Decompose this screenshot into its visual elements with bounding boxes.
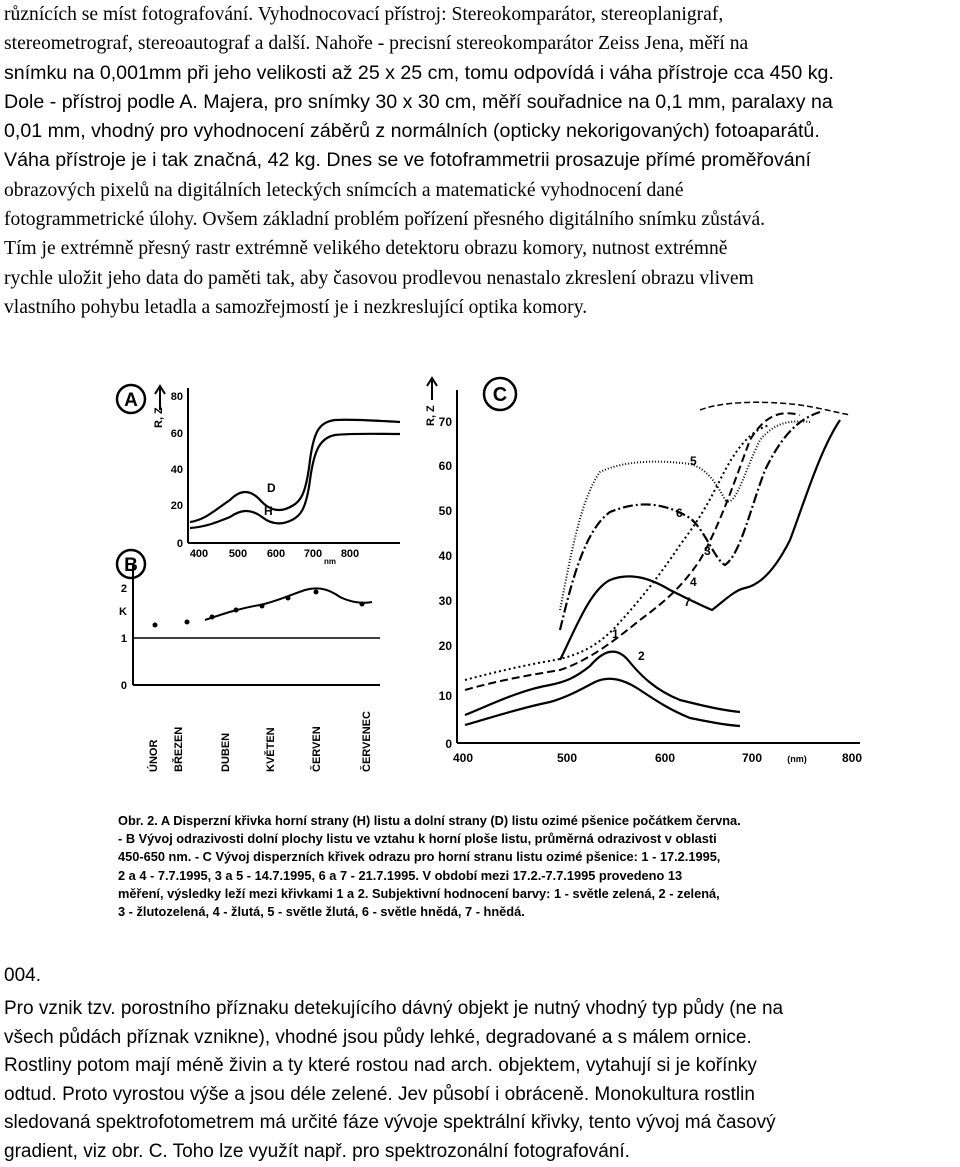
panel-b — [117, 550, 380, 772]
spectral-figure — [0, 360, 960, 810]
panel-b-data-point — [185, 620, 190, 625]
panel-c-letter: C — [492, 384, 508, 406]
panel-c-y-tick: 0 — [445, 737, 452, 751]
panel-b-month: DUBEN — [220, 732, 232, 772]
text-line: odtud. Proto vyrostou výše a jsou déle zelené. Jev působí i obráceně. Monokultura rostlin — [4, 1083, 755, 1105]
text-line: Pro vznik tzv. porostního příznaku detekujícího dávný objekt je nutný vhodný typ půdy (ne na — [4, 998, 784, 1019]
panel-c-y-tick: 70 — [438, 415, 452, 429]
panel-c-curve-label: 2 — [638, 649, 645, 663]
panel-a-y-tick: 60 — [170, 428, 183, 440]
panel-b-y-tick: 2 — [120, 583, 127, 595]
panel-a-x-tick: 700 — [303, 548, 323, 560]
panel-c-curve-4 — [465, 425, 770, 680]
text-line: fotogrammetrické úlohy. Ovšem základní problém pořízení přesného digitálního snímku zůstává. — [4, 209, 766, 231]
text-line: stereometrograf, stereoautograf a další. Nahoře - precisní stereokomparátor Zeiss Jena, měří na — [4, 33, 749, 55]
panel-a-x-unit: nm — [324, 557, 336, 566]
panel-b-month: ÚNOR — [148, 739, 160, 772]
text-line: vlastního pohybu letadla a samozřejmostí je i nezkreslující optika komory. — [4, 296, 588, 318]
panel-c-curve-3 — [465, 413, 800, 690]
caption-line: 3 - žlutozelená, 4 - žlutá, 5 - světle žlutá, 6 - světle hnědá, 7 - hnědá. — [118, 904, 525, 920]
text-line: sledovaná spektrofotometrem má určité fáze vývoje spektrální křivky, tento vývoj má časový — [4, 1112, 776, 1134]
panel-c-y-tick: 10 — [438, 689, 452, 703]
panel-b-month: KVĚTEN — [265, 727, 277, 772]
panel-c — [425, 378, 862, 765]
figure-caption — [118, 812, 878, 921]
paragraph-top — [4, 0, 959, 322]
panel-c-curve-label: 3 — [704, 544, 711, 558]
panel-a-y-tick: 0 — [176, 538, 183, 550]
paragraph-bottom — [4, 995, 959, 1167]
panel-a-letter: A — [124, 390, 138, 411]
panel-c-y-tick: 60 — [438, 459, 452, 473]
panel-a-x-tick: 600 — [266, 548, 286, 560]
text-line: různících se míst fotografování. Vyhodnocovací přístroj: Stereokomparátor, stereoplanigraf, — [4, 4, 724, 25]
text-line: obrazových pixelů na digitálních leteckých snímcích a matematické vyhodnocení dané — [4, 179, 684, 201]
panel-c-curve-label: 5 — [690, 454, 697, 468]
panel-a-y-tick: 40 — [170, 464, 183, 476]
panel-c-curve-label: 4 — [690, 575, 697, 589]
panel-b-y-tick: 0 — [120, 680, 127, 692]
panel-b-axis-label: K — [119, 606, 127, 618]
panel-a-curve-label: D — [267, 481, 276, 495]
panel-c-curve-top — [700, 402, 850, 415]
panel-b-data-point — [314, 590, 319, 595]
panel-a-axis-label: R, Z — [153, 407, 165, 428]
text-line: gradient, viz obr. C. Toho lze využít např. pro spektrozonální fotografování. — [4, 1140, 630, 1162]
panel-b-data-point — [153, 623, 158, 628]
panel-a-curve-d — [190, 420, 400, 522]
panel-c-y-tick: 20 — [438, 639, 452, 653]
panel-c-x-tick: 600 — [654, 751, 676, 765]
panel-a-x-tick: 500 — [228, 548, 248, 560]
panel-c-x-tick: 700 — [741, 751, 763, 765]
panel-a-x-tick: 800 — [340, 548, 360, 560]
panel-c-curve-2 — [465, 679, 740, 726]
panel-b-month: ČERVENEC — [361, 711, 373, 772]
panel-c-x-tick: 400 — [452, 751, 474, 765]
panel-b-month: ČERVEN — [311, 726, 323, 772]
text-line: Váha přístroje je i tak značná, 42 kg. Dnes se ve fotoframmetrii prosazuje přímé proměřování — [4, 149, 811, 172]
panel-c-x-unit: (nm) — [787, 754, 807, 764]
panel-c-curve-7 — [560, 420, 840, 660]
panel-c-y-tick: 50 — [438, 504, 452, 518]
caption-line: Obr. 2. A Disperzní křivka horní strany (H) listu a dolní strany (D) listu ozimé pšenice počátkem června. — [118, 813, 741, 828]
text-line: všech půdách příznak vznikne), vhodné jsou půdy lehké, degradované a s málem ornice. — [4, 1026, 752, 1048]
panel-c-axis-label: R, Z — [425, 405, 437, 426]
panel-b-letter: B — [124, 555, 138, 576]
caption-line: měření, výsledky leží mezi křivkami 1 a 2. Subjektivní hodnocení barvy: 1 - světle zelená, 2 - zelená, — [118, 885, 720, 901]
text-line: Tím je extrémně přesný rastr extrémně velikého detektoru obrazu komory, nutnost extrémně — [4, 238, 728, 260]
text-line: rychle uložit jeho data do paměti tak, aby časovou prodlevou nenastalo zkreslení obrazu vlivem — [4, 267, 754, 289]
caption-line: - B Vývoj odrazivosti dolní plochy listu ve vztahu k horní ploše listu, průměrná odrazivost v oblasti — [118, 831, 717, 847]
panel-c-curve-label: 6 — [676, 506, 683, 520]
panel-a-curve-h — [190, 434, 400, 528]
panel-b-month: BŘEZEN — [173, 726, 185, 772]
panel-b-trend-curve — [205, 588, 372, 620]
panel-c-x-tick: 800 — [841, 751, 863, 765]
panel-c-curve-5 — [560, 421, 810, 610]
panel-a-x-tick: 400 — [189, 548, 209, 560]
panel-a-y-tick: 20 — [170, 500, 183, 512]
panel-c-curve-label: 1 — [612, 627, 619, 641]
caption-line: 2 a 4 - 7.7.1995, 3 a 5 - 14.7.1995, 6 a 7 - 21.7.1995. V období mezi 17.2.-7.7.1995 provedeno 13 — [118, 867, 683, 883]
text-line: Dole - přístroj podle A. Majera, pro snímky 30 x 30 cm, měří souřadnice na 0,1 mm, paralaxy na — [4, 90, 833, 113]
panel-b-y-tick: 1 — [120, 633, 127, 645]
panel-c-curve-1 — [465, 652, 740, 715]
panel-c-curve-label: 7 — [684, 595, 691, 609]
panel-a-curve-label: H — [264, 504, 273, 518]
panel-c-y-tick: 40 — [438, 549, 452, 563]
panel-c-x-tick: 500 — [556, 751, 578, 765]
panel-a — [117, 385, 400, 566]
figure-number: 004. — [4, 965, 41, 986]
text-line: snímku na 0,001mm při jeho velikosti až 25 x 25 cm, tomu odpovídá i váha přístroje cca 450 kg. — [4, 61, 834, 84]
caption-line: 450-650 nm. - C Vývoj disperzních křivek odrazu pro horní stranu listu ozimé pšenice: 1 - 17.2.1995, — [118, 849, 721, 865]
panel-c-y-tick: 30 — [438, 594, 452, 608]
text-line: Rostliny potom mají méně živin a ty které rostou nad arch. objektem, vytahují si je kořínky — [4, 1055, 757, 1077]
text-line: 0,01 mm, vhodný pro vyhodnocení záběrů z normálních (opticky nekorigovaných) fotoaparátů. — [4, 120, 820, 143]
panel-a-y-tick: 80 — [170, 391, 183, 403]
